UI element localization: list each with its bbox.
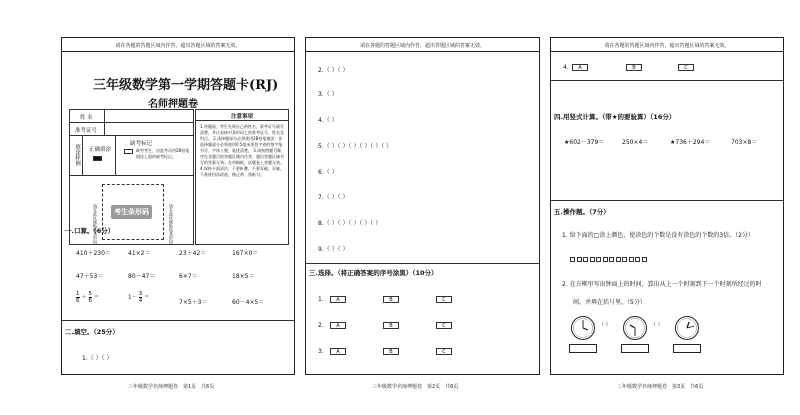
name-field[interactable] <box>70 110 193 123</box>
fill-item[interactable]: 3.（ ） <box>318 91 338 98</box>
choice-option-c[interactable]: C <box>436 296 452 303</box>
coloring-square[interactable] <box>629 257 634 262</box>
fill-item[interactable]: 7.（ ）（ ） <box>318 194 349 201</box>
fill-item[interactable]: 5.（ ）（ ）（ ）（ ）（ ）（ ） <box>318 143 393 150</box>
choice-number: 4. <box>563 64 569 71</box>
area-note: 请在各题的答题区域内作答，超出答题区域的答案无效。 <box>62 41 294 52</box>
coloring-square[interactable] <box>583 257 588 262</box>
fill-item[interactable]: 9.（ ）（ ） <box>318 246 349 253</box>
calc-item: 410＋230＝ <box>76 250 111 257</box>
coloring-square[interactable] <box>590 257 595 262</box>
vertical-calc-item: ★736＋294＝ <box>670 139 711 146</box>
choice-number: 3. <box>318 348 324 355</box>
student-info-block <box>69 109 194 245</box>
area-note: 请在各题的答题区域内作答，超出答题区域的答案无效。 <box>551 41 783 52</box>
notes-text: 1.答题前，考生先将自己的姓名、准考证号填写清楚，并认真核对条形码上的准考证号、姓名及科目。 2.选择题部分必须使用2B铅笔填涂；非选择题部分必须使用0.5毫米黑色字迹的签字笔书写，字体工整，笔迹清楚。 3.请按照题号顺序在各题目的答题区域内作答，超出答题区域书写的答案无效；在草稿纸、试题卷上答题无效。 4.保持卡面清洁，不要折叠、不要弄破、弄皱，不准使用涂改液、修正带、刮纸刀。 <box>200 124 284 177</box>
choice-option-a[interactable]: A <box>330 322 346 329</box>
area-note: 请在各题的答题区域内作答，超出答题区域的答案无效。 <box>306 41 539 52</box>
coloring-square[interactable] <box>603 257 608 262</box>
time-box-2[interactable] <box>621 344 649 353</box>
barcode-label: 考生条形码 <box>111 205 152 219</box>
page-2-footer: 三年级数学名师押题卷 第2页 共6页 <box>372 384 459 390</box>
barcode-side-left: 请在此区域粘贴条形码 <box>93 204 98 244</box>
coloring-square[interactable] <box>616 257 621 262</box>
clock-face-1 <box>570 315 596 341</box>
choice-option-a[interactable]: A <box>330 348 346 355</box>
page-3-footer: 三年级数学名师押题卷 第3页 共6页 <box>617 384 704 390</box>
exam-number-field[interactable] <box>70 123 193 136</box>
choice-option-c[interactable]: C <box>436 322 452 329</box>
calc-item: 23＋42＝ <box>179 250 207 257</box>
calc-item: 6×7＝ <box>179 273 198 280</box>
section-1-title: 一.口算。（6分） <box>65 227 115 235</box>
absent-note: 缺考考生，由监考员用2B铅笔填涂上面的缺考标记。 <box>136 148 190 159</box>
operation-2-line-2: 间，并填在括号里。（5分） <box>573 299 646 306</box>
fill-item[interactable]: 8.（ ）（ ）（ ）（ ）（ ） <box>318 220 382 227</box>
choice-number: 1. <box>318 296 324 303</box>
coloring-square[interactable] <box>570 257 575 262</box>
clock-face-3 <box>674 315 700 341</box>
answer-sheet-page-3 <box>550 37 784 375</box>
coloring-squares[interactable] <box>570 254 648 262</box>
vertical-calc-item: 250×4＝ <box>622 139 649 146</box>
choice-option-b[interactable]: B <box>626 64 642 71</box>
notes-block <box>195 109 289 245</box>
answer-sheet-page-1 <box>61 37 295 375</box>
page-1-footer: 三年级数学名师押题卷 第1页 共6页 <box>128 384 215 390</box>
coloring-square[interactable] <box>596 257 601 262</box>
answer-sheet-page-2 <box>305 37 540 375</box>
barcode-side-right: 请在此区域粘贴条形码 <box>169 204 174 244</box>
correct-fill-label: 正确填涂 <box>89 147 112 153</box>
sheet-title: 三年级数学第一学期答题卡(RJ) <box>93 78 279 93</box>
choice-number: 2. <box>318 322 324 329</box>
vertical-calc-item: ★602－379＝ <box>564 139 605 146</box>
choice-option-b[interactable]: B <box>383 348 399 355</box>
correct-fill-sample <box>93 156 102 161</box>
exam-number-label: 准考证号 <box>75 128 98 134</box>
operation-1: 1. 给下面的□涂上颜色，使涂色的个数是没有涂色的个数的3倍。（2分） <box>562 232 754 239</box>
fill-item[interactable]: 2.（ ）（ ） <box>318 67 349 74</box>
choice-option-a[interactable]: A <box>572 64 588 71</box>
fraction-calc: 1－ $\frac{3}{4}$ ＝ <box>128 291 150 304</box>
coloring-square[interactable] <box>577 257 582 262</box>
section-2-title: 二.填空。（25分） <box>65 328 119 336</box>
vertical-calc-item: 703×8＝ <box>731 139 758 146</box>
absent-mark-checkbox[interactable] <box>124 149 133 154</box>
notes-title: 注意事项 <box>231 114 254 120</box>
fill-item[interactable]: 1.（ ）（ ） <box>82 355 113 362</box>
operation-2-line-1: 2. 在方框里写出钟面上的时间，算出从上一个时刻到下一个时刻所经过的时 <box>562 281 762 288</box>
calc-item: 47＋53＝ <box>76 273 104 280</box>
time-box-1[interactable] <box>569 344 597 353</box>
clock-face-2 <box>622 315 648 341</box>
calc-item: 167×0＝ <box>232 250 259 257</box>
calc-item: 60－4×5＝ <box>232 299 265 306</box>
calc-item: 18×5＝ <box>232 273 255 280</box>
time-box-3[interactable] <box>673 344 701 353</box>
calc-item: 7×5＋3＝ <box>179 299 208 306</box>
calc-item: 80－47＝ <box>128 273 156 280</box>
fill-item[interactable]: 6.（ ） <box>318 169 338 176</box>
section-5-title: 五.操作题。（7分） <box>554 208 610 216</box>
sheet-subtitle: 名师押题卷 <box>148 99 198 110</box>
choice-option-b[interactable]: B <box>383 322 399 329</box>
choice-option-a[interactable]: A <box>330 296 346 303</box>
choice-option-b[interactable]: B <box>383 296 399 303</box>
calc-item: 41×2＝ <box>128 250 151 257</box>
fill-example-row <box>70 136 193 176</box>
choice-option-c[interactable]: C <box>436 348 452 355</box>
fill-item[interactable]: 4.（ ） <box>318 117 338 124</box>
name-label: 姓 名 <box>80 115 93 121</box>
section-4-title: 四.用竖式计算。（带★的要验算）（16分） <box>554 113 676 121</box>
fraction-calc: $\frac{1}{6}$ ＋ $\frac{5}{6}$ ＝ <box>76 291 100 304</box>
elapsed-time-blank-2[interactable]: （ ） <box>651 322 663 328</box>
coloring-square[interactable] <box>622 257 627 262</box>
absent-mark-label: 缺考标记 <box>130 141 153 147</box>
coloring-square[interactable] <box>642 257 647 262</box>
choice-option-c[interactable]: C <box>678 64 694 71</box>
fill-example-label: 填涂样例 <box>74 144 80 166</box>
coloring-square[interactable] <box>635 257 640 262</box>
section-3-title: 三.选择。（将正确答案的序号涂黑）（10分） <box>309 269 438 277</box>
elapsed-time-blank-1[interactable]: （ ） <box>599 322 611 328</box>
coloring-square[interactable] <box>609 257 614 262</box>
